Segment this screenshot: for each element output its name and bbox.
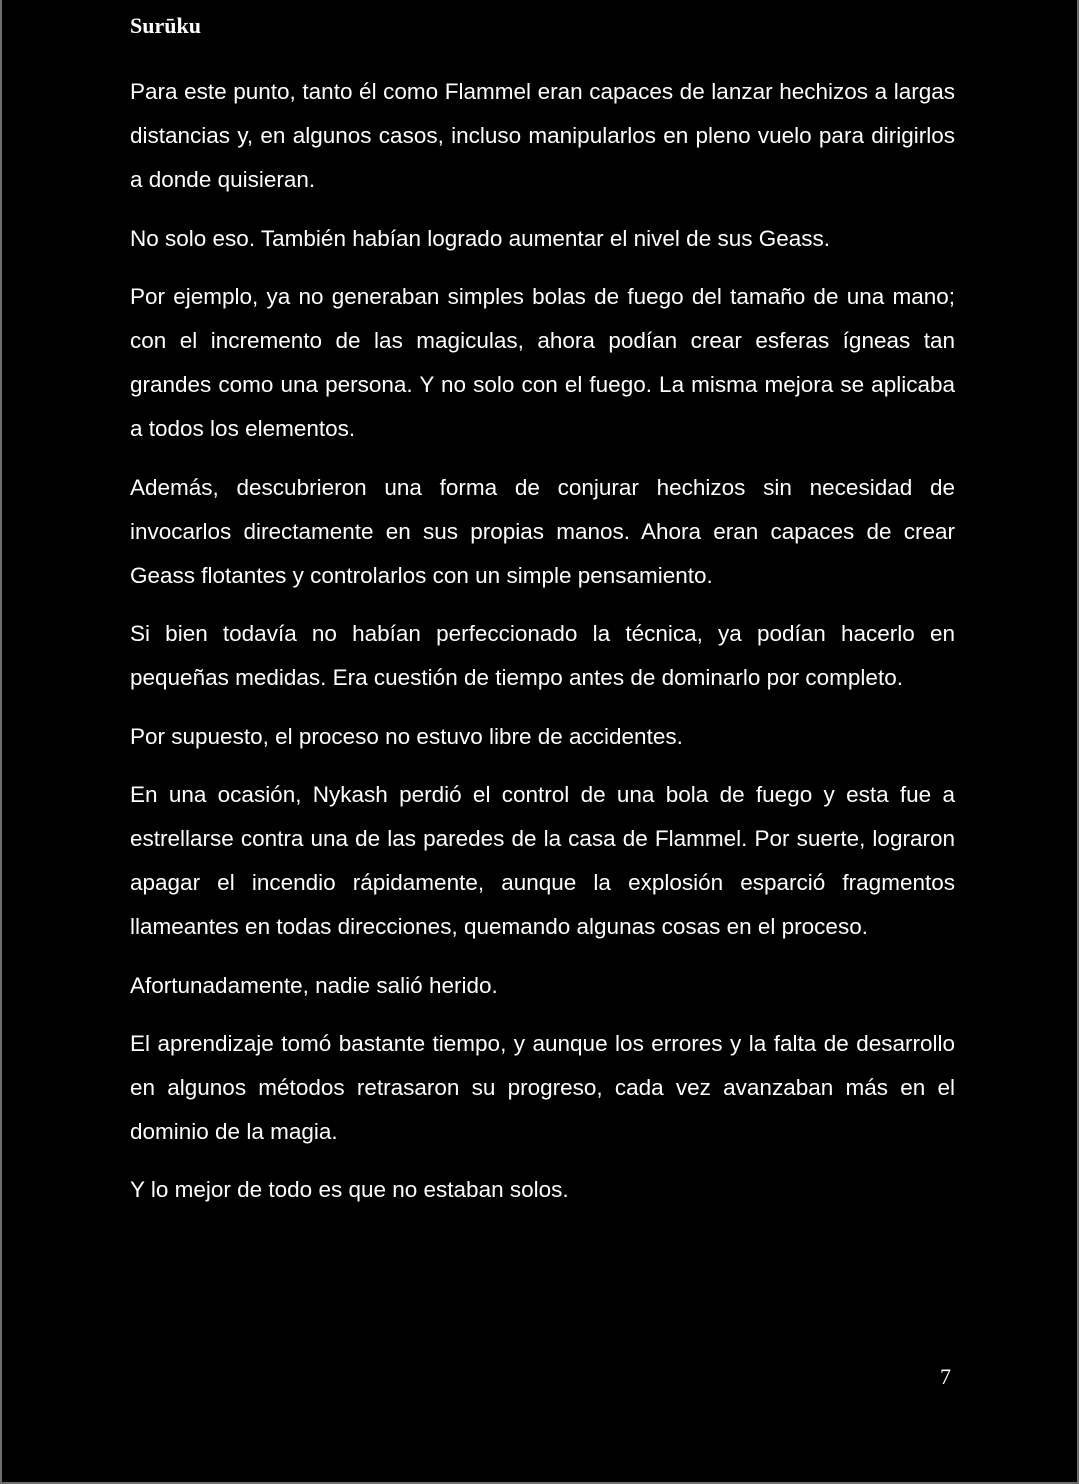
running-header: Surūku <box>130 13 201 38</box>
paragraph: Para este punto, tanto él como Flammel eran capaces de lanzar hechizos a largas distancias y, en algunos casos, incluso manipularlos en pleno vuelo para dirigirlos a donde quisieran. <box>130 79 955 193</box>
paragraph: En una ocasión, Nykash perdió el control de una bola de fuego y esta fue a estrellarse contra una de las paredes de la casa de Flammel. Por suerte, lograron apagar el incendio rápidamente, aunque la explosión esparció fragmentos llameantes en todas direcciones, quemando algunas cosas en el proceso. <box>130 781 955 940</box>
page-number: 7 <box>940 1364 951 1389</box>
paragraph: Por ejemplo, ya no generaban simples bolas de fuego del tamaño de una mano; con el incremento de las magiculas, ahora podían crear esferas ígneas tan grandes como una persona. Y no solo con el fuego. La misma mejora se aplicaba a todos los elementos. <box>130 283 955 442</box>
body-text <box>130 70 955 1227</box>
paragraph: Si bien todavía no habían perfeccionado la técnica, ya podían hacerlo en pequeñas medidas. Era cuestión de tiempo antes de dominarlo por completo. <box>130 621 955 691</box>
paragraph: No solo eso. También habían logrado aumentar el nivel de sus Geass. <box>130 225 831 251</box>
paragraph: Además, descubrieron una forma de conjurar hechizos sin necesidad de invocarlos directamente en sus propias manos. Ahora eran capaces de crear Geass flotantes y controlarlos con un simple pensamiento. <box>130 474 955 589</box>
paragraph: Por supuesto, el proceso no estuvo libre de accidentes. <box>130 723 683 749</box>
paragraph: El aprendizaje tomó bastante tiempo, y aunque los errores y la falta de desarrollo en algunos métodos retrasaron su progreso, cada vez avanzaban más en el dominio de la magia. <box>130 1030 955 1145</box>
paragraph: Afortunadamente, nadie salió herido. <box>130 972 498 998</box>
paragraph: Y lo mejor de todo es que no estaban solos. <box>130 1177 569 1203</box>
